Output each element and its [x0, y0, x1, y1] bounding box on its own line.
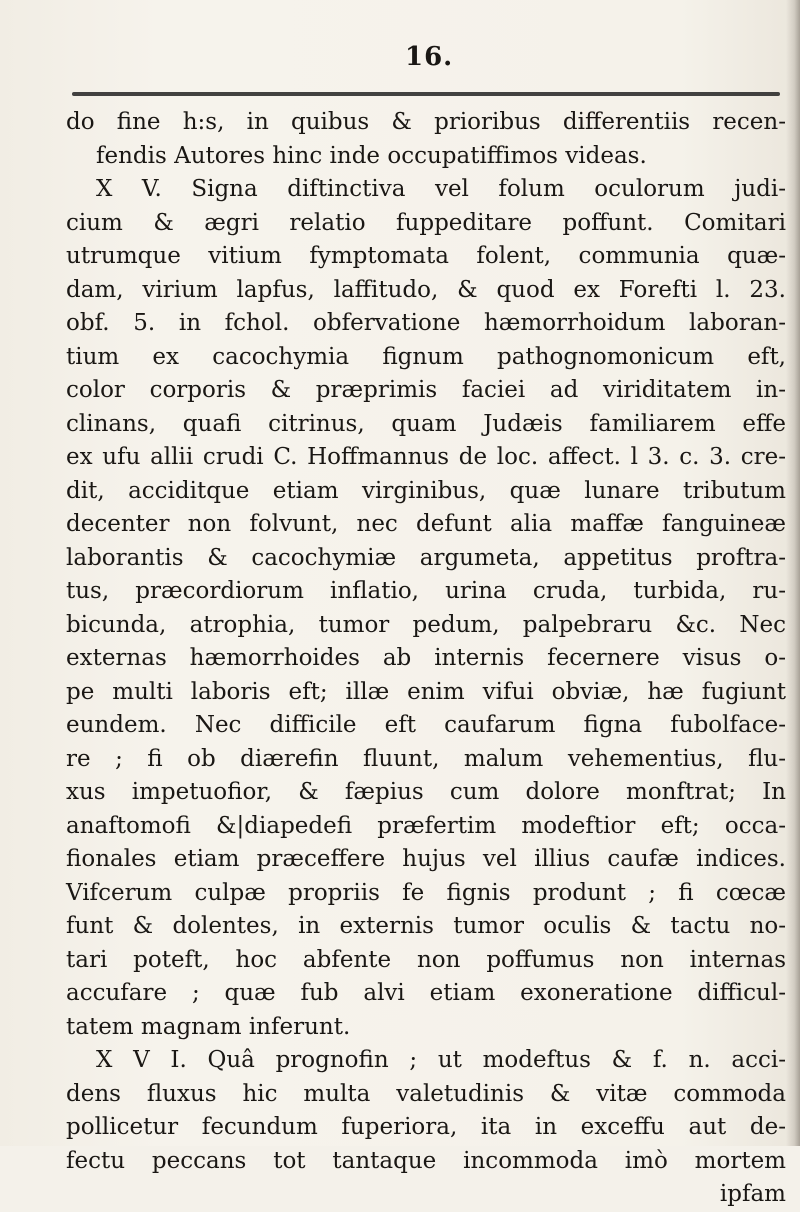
page-number: 16.: [405, 42, 454, 72]
text-line: decenter non folvunt, nec defunt alia maffæ fanguineæ: [66, 511, 786, 537]
text-line: xus impetuofior, & fæpius cum dolore monftrat; In: [66, 779, 786, 805]
text-line: bicunda, atrophia, tumor pedum, palpebraru &c. Nec: [66, 611, 786, 638]
text-line: clinans, quafi citrinus, quam Judæis familiarem effe: [66, 410, 786, 437]
text-line: tium ex cacochymia fignum pathognomonicum eft,: [66, 343, 786, 370]
text-line: tus, præcordiorum inflatio, urina cruda, turbida, ru-: [66, 578, 786, 604]
text-line: pollicetur fecundum fuperiora, ita in exceffu aut de-: [66, 1114, 786, 1140]
text-line: utrumque vitium fymptomata folent, communia quæ-: [66, 243, 786, 269]
text-line: Vifcerum culpæ propriis fe fignis produnt ; fi cœcæ: [66, 879, 786, 906]
header-rule: [72, 92, 780, 96]
text-line: anaftomofi &|diapedefi præfertim modeftior eft; occa-: [66, 812, 786, 839]
text-line: fectu peccans tot tantaque incommoda imò mortem: [66, 1147, 786, 1174]
section-heading-xv: X V. Signa diftinctiva vel folum oculorum judi-: [96, 176, 786, 202]
text-line: dens fluxus hic multa valetudinis & vitæ commoda: [66, 1080, 786, 1107]
text-line: externas hæmorrhoides ab internis fecernere visus o-: [66, 645, 786, 671]
page-edge-shadow: [786, 0, 800, 1146]
text-line: cium & ægri relatio fuppeditare poffunt. Comitari: [66, 209, 786, 236]
text-line: pe multi laboris eft; illæ enim vifui obviæ, hæ fugiunt: [66, 678, 786, 705]
text-line: eundem. Nec difficile eft caufarum figna fubolface-: [66, 712, 786, 738]
text-line: obf. 5. in fchol. obfervatione hæmorrhoidum laboran-: [66, 310, 786, 336]
body-text: [66, 106, 786, 1212]
text-line: dam, virium lapfus, laffitudo, & quod ex Forefti l. 23.: [66, 276, 786, 303]
text-line: do fine h:s, in quibus & prioribus differentiis recen-: [66, 109, 786, 135]
text-line: accufare ; quæ fub alvi etiam exoneratione difficul-: [66, 980, 786, 1006]
text-line: laborantis & cacochymiæ argumeta, appetitus proftra-: [66, 544, 786, 571]
text-line: color corporis & præprimis faciei ad viriditatem in-: [66, 377, 786, 403]
text-line: funt & dolentes, in externis tumor oculis & tactu no-: [66, 913, 786, 939]
text-line: dit, acciditque etiam virginibus, quæ lunare tributum: [66, 477, 786, 504]
text-line: ex ufu allii crudi C. Hoffmannus de loc. affect. l 3. c. 3. cre-: [66, 444, 786, 470]
text-line: fendis Autores hinc inde occupatiffimos videas.: [96, 142, 647, 169]
section-heading-xvi: X V I. Quâ prognofin ; ut modeftus & f. n. acci-: [96, 1047, 786, 1073]
text-line: tatem magnam inferunt.: [66, 1013, 351, 1040]
text-line: re ; fi ob diærefin fluunt, malum vehementius, flu-: [66, 745, 786, 772]
text-line: tari poteft, hoc abfente non poffumus non internas: [66, 946, 786, 973]
catchword: ipfam: [719, 1181, 786, 1207]
text-line: fionales etiam præceffere hujus vel illius caufæ indices.: [66, 846, 786, 872]
